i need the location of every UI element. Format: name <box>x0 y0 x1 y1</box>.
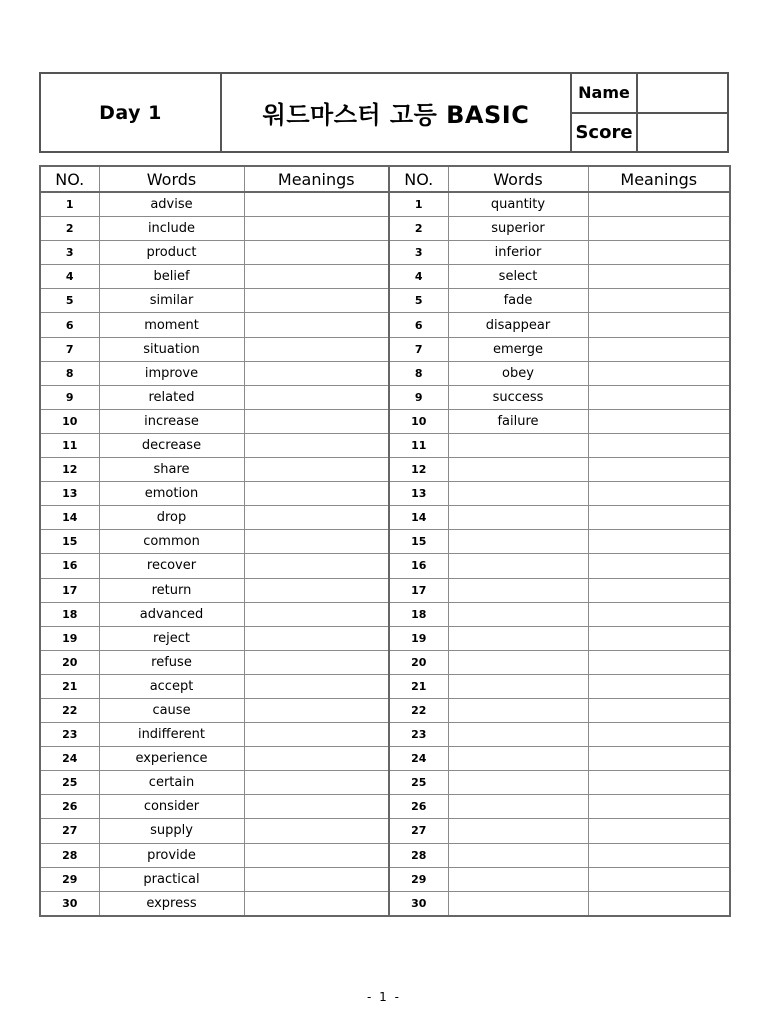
left-meaning-cell[interactable] <box>244 313 389 337</box>
right-number-cell: 30 <box>389 891 448 916</box>
right-word-cell: select <box>448 265 588 289</box>
left-meaning-cell[interactable] <box>244 530 389 554</box>
left-number-cell: 10 <box>40 409 99 433</box>
left-number-cell: 26 <box>40 795 99 819</box>
right-number-cell: 23 <box>389 723 448 747</box>
left-meaning-cell[interactable] <box>244 482 389 506</box>
right-word-cell <box>448 795 588 819</box>
right-meaning-cell[interactable] <box>588 409 730 433</box>
column-header-words: Words <box>448 166 588 192</box>
right-number-cell: 16 <box>389 554 448 578</box>
right-number-cell: 11 <box>389 433 448 457</box>
column-header-words: Words <box>99 166 244 192</box>
right-number-cell: 20 <box>389 650 448 674</box>
left-number-cell: 5 <box>40 289 99 313</box>
right-meaning-cell[interactable] <box>588 289 730 313</box>
table-row <box>40 361 730 385</box>
left-word-cell: supply <box>99 819 244 843</box>
table-row <box>40 674 730 698</box>
left-word-cell: accept <box>99 674 244 698</box>
left-meaning-cell[interactable] <box>244 650 389 674</box>
right-word-cell <box>448 530 588 554</box>
table-row <box>40 482 730 506</box>
right-meaning-cell[interactable] <box>588 867 730 891</box>
left-word-cell: advanced <box>99 602 244 626</box>
left-number-cell: 21 <box>40 674 99 698</box>
left-meaning-cell[interactable] <box>244 289 389 313</box>
left-meaning-cell[interactable] <box>244 361 389 385</box>
right-number-cell: 7 <box>389 337 448 361</box>
left-meaning-cell[interactable] <box>244 771 389 795</box>
right-meaning-cell[interactable] <box>588 192 730 217</box>
right-word-cell <box>448 867 588 891</box>
left-word-cell: express <box>99 891 244 916</box>
left-meaning-cell[interactable] <box>244 385 389 409</box>
right-number-cell: 17 <box>389 578 448 602</box>
right-meaning-cell[interactable] <box>588 602 730 626</box>
right-word-cell <box>448 650 588 674</box>
left-word-cell: advise <box>99 192 244 217</box>
left-meaning-cell[interactable] <box>244 891 389 916</box>
right-number-cell: 18 <box>389 602 448 626</box>
score-label: Score <box>575 121 633 143</box>
right-number-cell: 13 <box>389 482 448 506</box>
left-word-cell: similar <box>99 289 244 313</box>
table-row <box>40 217 730 241</box>
right-meaning-cell[interactable] <box>588 217 730 241</box>
left-meaning-cell[interactable] <box>244 795 389 819</box>
page-number: - 1 - <box>367 990 401 1004</box>
right-number-cell: 10 <box>389 409 448 433</box>
table-row <box>40 867 730 891</box>
left-meaning-cell[interactable] <box>244 867 389 891</box>
left-word-cell: reject <box>99 626 244 650</box>
left-word-cell: cause <box>99 698 244 722</box>
left-word-cell: certain <box>99 771 244 795</box>
day-label: Day 1 <box>41 74 222 151</box>
right-meaning-cell[interactable] <box>588 578 730 602</box>
right-number-cell: 12 <box>389 458 448 482</box>
left-number-cell: 14 <box>40 506 99 530</box>
left-number-cell: 23 <box>40 723 99 747</box>
left-number-cell: 19 <box>40 626 99 650</box>
table-row <box>40 747 730 771</box>
right-number-cell: 28 <box>389 843 448 867</box>
right-word-cell <box>448 674 588 698</box>
right-meaning-cell[interactable] <box>588 506 730 530</box>
left-number-cell: 28 <box>40 843 99 867</box>
left-number-cell: 29 <box>40 867 99 891</box>
right-word-cell: superior <box>448 217 588 241</box>
right-meaning-cell[interactable] <box>588 698 730 722</box>
right-word-cell <box>448 602 588 626</box>
left-meaning-cell[interactable] <box>244 458 389 482</box>
right-number-cell: 3 <box>389 241 448 265</box>
right-meaning-cell[interactable] <box>588 747 730 771</box>
name-field[interactable] <box>638 74 727 114</box>
right-meaning-cell[interactable] <box>588 650 730 674</box>
table-row <box>40 819 730 843</box>
right-meaning-cell[interactable] <box>588 337 730 361</box>
right-meaning-cell[interactable] <box>588 265 730 289</box>
right-word-cell <box>448 723 588 747</box>
table-row <box>40 723 730 747</box>
left-number-cell: 30 <box>40 891 99 916</box>
left-word-cell: common <box>99 530 244 554</box>
table-row <box>40 337 730 361</box>
right-word-cell <box>448 458 588 482</box>
left-number-cell: 6 <box>40 313 99 337</box>
score-field[interactable] <box>638 114 727 152</box>
table-header-row <box>40 166 730 192</box>
left-word-cell: product <box>99 241 244 265</box>
left-number-cell: 15 <box>40 530 99 554</box>
left-meaning-cell[interactable] <box>244 241 389 265</box>
table-row <box>40 602 730 626</box>
right-word-cell <box>448 698 588 722</box>
right-word-cell: obey <box>448 361 588 385</box>
left-number-cell: 11 <box>40 433 99 457</box>
vocabulary-table <box>39 165 731 917</box>
left-word-cell: provide <box>99 843 244 867</box>
right-meaning-cell[interactable] <box>588 482 730 506</box>
left-word-cell: increase <box>99 409 244 433</box>
name-label: Name <box>572 74 636 114</box>
table-row <box>40 241 730 265</box>
right-number-cell: 21 <box>389 674 448 698</box>
left-number-cell: 1 <box>40 192 99 217</box>
left-meaning-cell[interactable] <box>244 819 389 843</box>
right-number-cell: 1 <box>389 192 448 217</box>
table-row <box>40 891 730 916</box>
right-meaning-cell[interactable] <box>588 771 730 795</box>
worksheet-header <box>39 72 729 153</box>
left-number-cell: 9 <box>40 385 99 409</box>
right-number-cell: 14 <box>389 506 448 530</box>
right-word-cell <box>448 482 588 506</box>
left-word-cell: refuse <box>99 650 244 674</box>
right-number-cell: 29 <box>389 867 448 891</box>
table-row <box>40 409 730 433</box>
student-info-labels <box>572 74 638 151</box>
table-row <box>40 265 730 289</box>
left-word-cell: belief <box>99 265 244 289</box>
left-meaning-cell[interactable] <box>244 433 389 457</box>
left-number-cell: 8 <box>40 361 99 385</box>
right-number-cell: 19 <box>389 626 448 650</box>
right-meaning-cell[interactable] <box>588 819 730 843</box>
left-number-cell: 16 <box>40 554 99 578</box>
left-meaning-cell[interactable] <box>244 409 389 433</box>
left-number-cell: 13 <box>40 482 99 506</box>
column-header-meanings: Meanings <box>244 166 389 192</box>
left-number-cell: 2 <box>40 217 99 241</box>
left-meaning-cell[interactable] <box>244 554 389 578</box>
right-word-cell <box>448 578 588 602</box>
right-meaning-cell[interactable] <box>588 385 730 409</box>
right-word-cell: quantity <box>448 192 588 217</box>
left-word-cell: decrease <box>99 433 244 457</box>
right-number-cell: 22 <box>389 698 448 722</box>
left-number-cell: 25 <box>40 771 99 795</box>
column-header-no: NO. <box>389 166 448 192</box>
left-word-cell: indifferent <box>99 723 244 747</box>
left-meaning-cell[interactable] <box>244 506 389 530</box>
worksheet-title-text: 워드마스터 고등 BASIC <box>262 101 530 129</box>
right-meaning-cell[interactable] <box>588 626 730 650</box>
right-word-cell <box>448 506 588 530</box>
right-meaning-cell[interactable] <box>588 241 730 265</box>
right-number-cell: 26 <box>389 795 448 819</box>
right-meaning-cell[interactable] <box>588 795 730 819</box>
left-number-cell: 3 <box>40 241 99 265</box>
right-meaning-cell[interactable] <box>588 361 730 385</box>
right-number-cell: 24 <box>389 747 448 771</box>
right-meaning-cell[interactable] <box>588 723 730 747</box>
right-number-cell: 5 <box>389 289 448 313</box>
left-number-cell: 7 <box>40 337 99 361</box>
right-meaning-cell[interactable] <box>588 843 730 867</box>
left-meaning-cell[interactable] <box>244 698 389 722</box>
table-row <box>40 506 730 530</box>
left-number-cell: 27 <box>40 819 99 843</box>
left-word-cell: drop <box>99 506 244 530</box>
left-meaning-cell[interactable] <box>244 674 389 698</box>
left-number-cell: 18 <box>40 602 99 626</box>
right-number-cell: 8 <box>389 361 448 385</box>
right-word-cell <box>448 843 588 867</box>
left-number-cell: 24 <box>40 747 99 771</box>
table-row <box>40 554 730 578</box>
left-word-cell: practical <box>99 867 244 891</box>
left-number-cell: 12 <box>40 458 99 482</box>
left-number-cell: 17 <box>40 578 99 602</box>
right-number-cell: 6 <box>389 313 448 337</box>
right-number-cell: 15 <box>389 530 448 554</box>
table-row <box>40 626 730 650</box>
table-row <box>40 650 730 674</box>
table-row <box>40 771 730 795</box>
left-number-cell: 20 <box>40 650 99 674</box>
right-meaning-cell[interactable] <box>588 433 730 457</box>
right-meaning-cell[interactable] <box>588 891 730 916</box>
left-word-cell: experience <box>99 747 244 771</box>
table-row <box>40 578 730 602</box>
right-meaning-cell[interactable] <box>588 674 730 698</box>
right-word-cell <box>448 747 588 771</box>
left-word-cell: improve <box>99 361 244 385</box>
right-word-cell <box>448 433 588 457</box>
left-word-cell: emotion <box>99 482 244 506</box>
left-word-cell: include <box>99 217 244 241</box>
right-number-cell: 4 <box>389 265 448 289</box>
right-number-cell: 27 <box>389 819 448 843</box>
left-number-cell: 4 <box>40 265 99 289</box>
right-word-cell <box>448 771 588 795</box>
table-row <box>40 289 730 313</box>
right-number-cell: 25 <box>389 771 448 795</box>
right-word-cell <box>448 819 588 843</box>
right-meaning-cell[interactable] <box>588 530 730 554</box>
column-header-no: NO. <box>40 166 99 192</box>
table-row <box>40 385 730 409</box>
right-number-cell: 9 <box>389 385 448 409</box>
left-meaning-cell[interactable] <box>244 265 389 289</box>
left-word-cell: consider <box>99 795 244 819</box>
right-meaning-cell[interactable] <box>588 458 730 482</box>
table-row <box>40 433 730 457</box>
table-row <box>40 192 730 217</box>
right-word-cell: disappear <box>448 313 588 337</box>
left-meaning-cell[interactable] <box>244 217 389 241</box>
left-word-cell: situation <box>99 337 244 361</box>
left-meaning-cell[interactable] <box>244 337 389 361</box>
left-meaning-cell[interactable] <box>244 626 389 650</box>
left-word-cell: return <box>99 578 244 602</box>
left-word-cell: moment <box>99 313 244 337</box>
right-meaning-cell[interactable] <box>588 554 730 578</box>
right-meaning-cell[interactable] <box>588 313 730 337</box>
left-meaning-cell[interactable] <box>244 723 389 747</box>
right-word-cell <box>448 891 588 916</box>
left-word-cell: recover <box>99 554 244 578</box>
table-row <box>40 530 730 554</box>
column-header-meanings: Meanings <box>588 166 730 192</box>
left-word-cell: share <box>99 458 244 482</box>
right-word-cell: failure <box>448 409 588 433</box>
table-row <box>40 698 730 722</box>
right-word-cell: inferior <box>448 241 588 265</box>
student-info-fields <box>638 74 727 151</box>
left-meaning-cell[interactable] <box>244 578 389 602</box>
table-row <box>40 458 730 482</box>
left-meaning-cell[interactable] <box>244 747 389 771</box>
left-meaning-cell[interactable] <box>244 192 389 217</box>
right-word-cell <box>448 554 588 578</box>
worksheet-title <box>222 74 572 151</box>
vocabulary-rows <box>40 192 730 916</box>
left-word-cell: related <box>99 385 244 409</box>
left-number-cell: 22 <box>40 698 99 722</box>
right-word-cell <box>448 626 588 650</box>
right-word-cell: success <box>448 385 588 409</box>
left-meaning-cell[interactable] <box>244 843 389 867</box>
table-row <box>40 313 730 337</box>
table-row <box>40 843 730 867</box>
right-word-cell: emerge <box>448 337 588 361</box>
table-row <box>40 795 730 819</box>
left-meaning-cell[interactable] <box>244 602 389 626</box>
right-word-cell: fade <box>448 289 588 313</box>
right-number-cell: 2 <box>389 217 448 241</box>
